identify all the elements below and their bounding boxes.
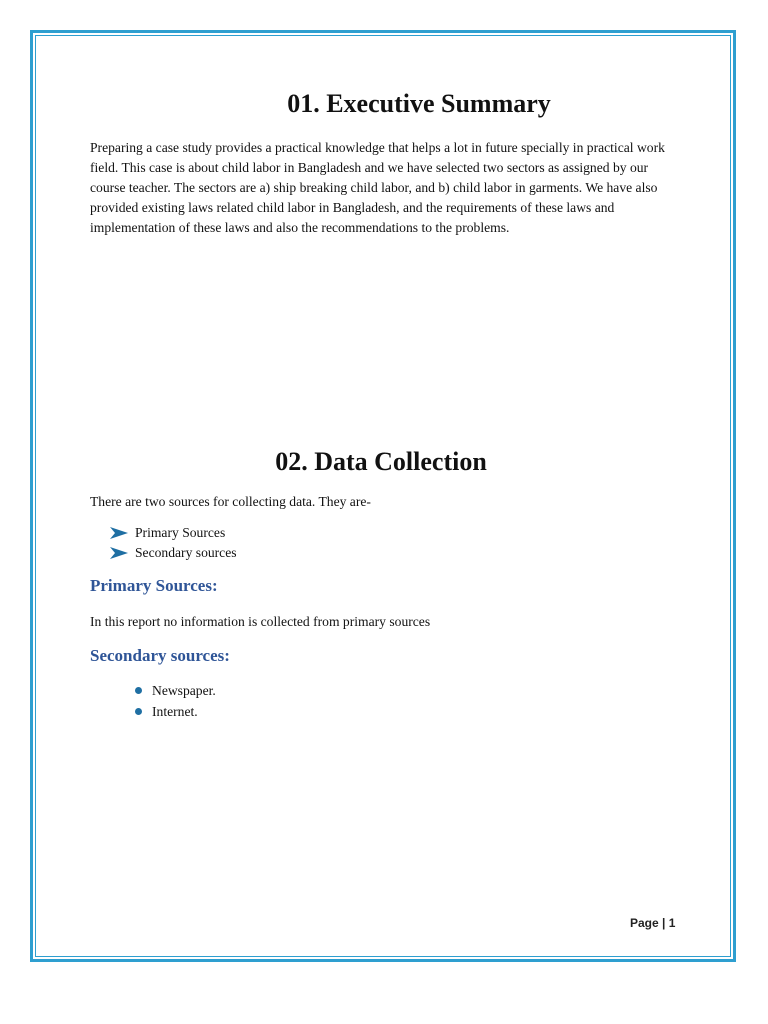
arrowhead-bullet-icon [110,527,128,539]
executive-summary-heading: 01. Executive Summary [287,89,551,118]
list-item-label: Primary Sources [135,525,226,540]
list-item-label: Internet. [152,703,198,719]
primary-sources-heading: Primary Sources: [90,576,218,595]
page-number: Page | 1 [630,916,676,930]
arrowhead-bullet-icon [110,547,128,559]
list-item-label: Secondary sources [135,545,237,560]
list-item [135,680,216,701]
list-item [135,701,216,722]
list-item [110,543,237,563]
data-collection-intro: There are two sources for collecting data. They are- [90,494,371,509]
round-bullet-icon [135,708,142,715]
list-item [110,523,237,543]
primary-sources-body: In this report no information is collected from primary sources [90,614,431,629]
source-types-list [110,523,237,563]
data-collection-heading: 02. Data Collection [275,447,487,476]
list-item-label: Newspaper. [152,682,216,698]
secondary-sources-list [135,680,216,722]
secondary-sources-heading: Secondary sources: [90,646,230,665]
executive-summary-body: Preparing a case study provides a practical knowledge that helps a lot in future specially in practical work field. This case is about child labor in Bangladesh and we have selected two sectors as assigned by our course teacher. The sectors are a) ship breaking child labor, and b) child labor in garments. We have also provided existing laws related child labor in Bangladesh, and the requirements of these laws and implementation of these laws and also the recommendations to the problems. [90,140,665,235]
round-bullet-icon [135,687,142,694]
